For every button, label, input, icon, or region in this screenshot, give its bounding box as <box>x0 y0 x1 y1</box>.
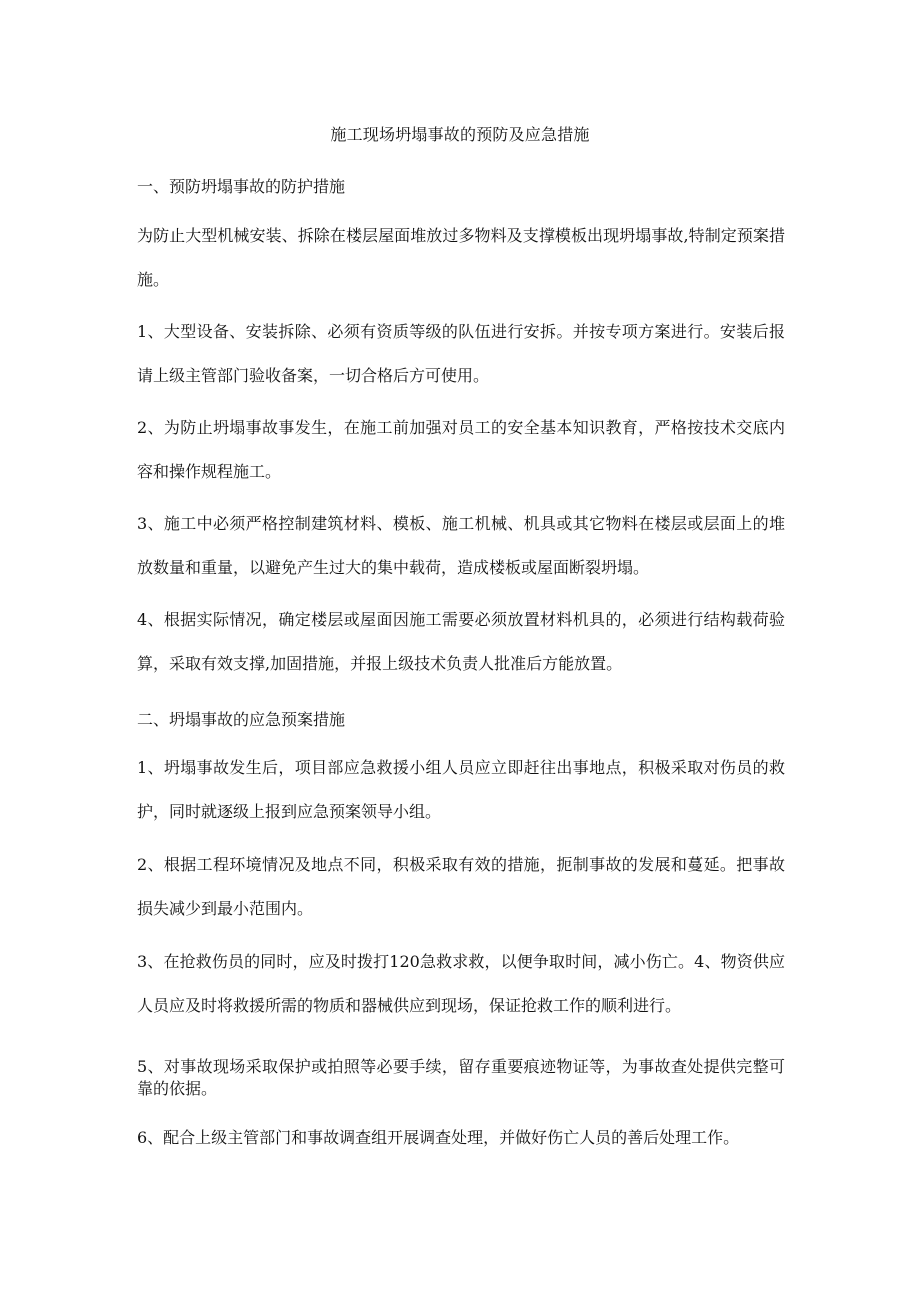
paragraph-emergency-3: 3、在抢救伤员的同时，应及时拨打120急救求救，以便争取时间，减小伤亡。4、物资供应人员应及时将救援所需的物质和器械供应到现场，保证抢救工作的顺利进行。 <box>137 952 785 1015</box>
section-heading-emergency: 二、坍塌事故的应急预案措施 <box>137 710 346 729</box>
paragraph-intro: 为防止大型机械安装、拆除在楼层屋面堆放过多物料及支撑模板出现坍塌事故,特制定预案措施。 <box>137 226 785 289</box>
paragraph-emergency-6: 6、配合上级主管部门和事故调查组开展调查处理，并做好伤亡人员的善后处理工作。 <box>137 1128 740 1147</box>
paragraph-prevention-4: 4、根据实际情况，确定楼层或屋面因施工需要必须放置材料机具的，必须进行结构载荷验算，采取有效支撑,加固措施，并报上级技术负责人批准后方能放置。 <box>137 610 785 673</box>
paragraph-emergency-2: 2、根据工程环境情况及地点不同，积极采取有效的措施，扼制事故的发展和蔓延。把事故损失减少到最小范围内。 <box>137 855 785 918</box>
document-title: 施工现场坍塌事故的预防及应急措施 <box>330 125 590 144</box>
paragraph-emergency-1: 1、坍塌事故发生后，项目部应急救援小组人员应立即赶往出事地点，积极采取对伤员的救护，同时就逐级上报到应急预案领导小组。 <box>137 758 785 821</box>
paragraph-emergency-5: 5、对事故现场采取保护或拍照等必要手续，留存重要痕迹物证等，为事故查处提供完整可靠的依据。 <box>137 1057 785 1098</box>
paragraph-prevention-1: 1、大型设备、安装拆除、必须有资质等级的队伍进行安拆。并按专项方案进行。安装后报请上级主管部门验收备案，一切合格后方可使用。 <box>137 322 785 385</box>
paragraph-prevention-2: 2、为防止坍塌事故事发生，在施工前加强对员工的安全基本知识教育，严格按技术交底内容和操作规程施工。 <box>137 418 785 481</box>
section-heading-prevention: 一、预防坍塌事故的防护措施 <box>137 177 346 196</box>
paragraph-prevention-3: 3、施工中必须严格控制建筑材料、模板、施工机械、机具或其它物料在楼层或层面上的堆放数量和重量，以避免产生过大的集中载荷，造成楼板或屋面断裂坍塌。 <box>137 514 785 577</box>
